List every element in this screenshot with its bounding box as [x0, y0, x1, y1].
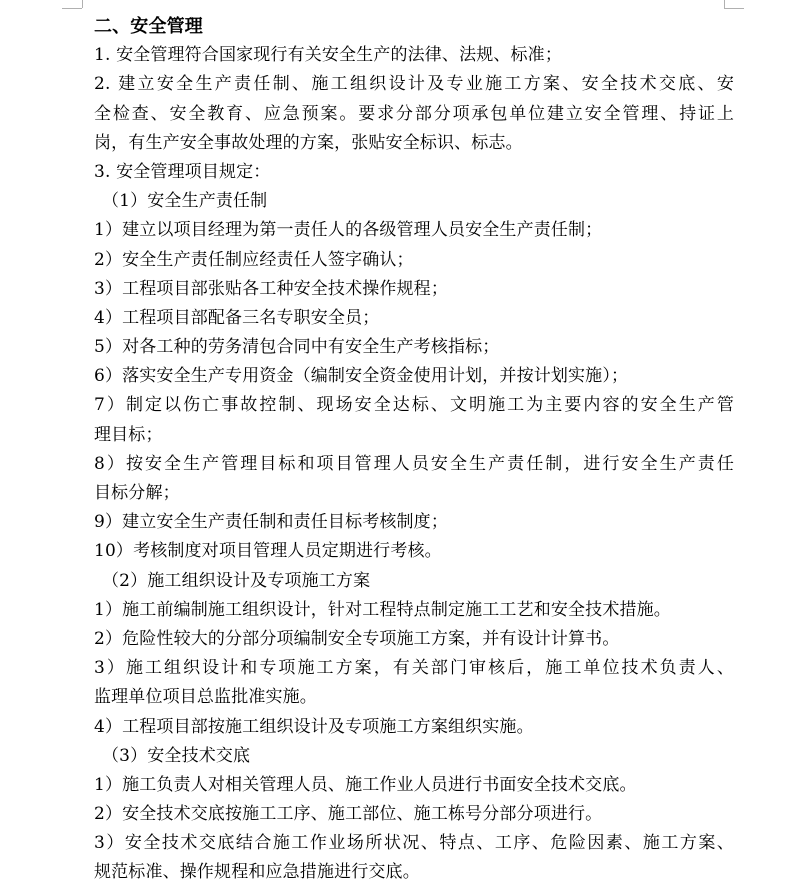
list-item-continuation: 理目标；	[94, 424, 163, 445]
subsection-heading: （1）安全生产责任制	[102, 191, 268, 212]
list-item: 4）工程项目部配备三名专职安全员；	[94, 307, 380, 328]
list-item-continuation: 规范标准、操作规程和应急措施进行交底。	[94, 862, 420, 883]
page-corner-mark-right-h	[724, 8, 744, 9]
list-item: 1）施工前编制施工组织设计，针对工程特点制定施工工艺和安全技术措施。	[94, 599, 671, 620]
list-item: 8）按安全生产管理目标和项目管理人员安全生产责任制，进行安全生产责任	[94, 453, 734, 474]
list-item: 2）危险性较大的分部分项编制安全专项施工方案，并有设计计算书。	[94, 628, 620, 649]
list-item: 2）安全技术交底按施工工序、施工部位、施工栋号分部分项进行。	[94, 804, 603, 825]
paragraph-line: 全检查、安全教育、应急预案。要求分部分项承包单位建立安全管理、持证上	[94, 103, 734, 124]
list-item-continuation: 监理单位项目总监批准实施。	[94, 687, 317, 708]
list-item: 6）落实安全生产专用资金（编制安全资金使用计划，并按计划实施）；	[94, 366, 629, 387]
list-item: 3）施工组织设计和专项施工方案，有关部门审核后，施工单位技术负责人、	[94, 658, 734, 679]
list-item: 1）施工负责人对相关管理人员、施工作业人员进行书面安全技术交底。	[94, 774, 637, 795]
page-corner-mark-left-h	[62, 8, 82, 9]
list-item: 2）安全生产责任制应经责任人签字确认；	[94, 249, 414, 270]
subsection-heading: （3）安全技术交底	[102, 745, 251, 766]
list-item: 1）建立以项目经理为第一责任人的各级管理人员安全生产责任制；	[94, 220, 603, 241]
list-item: 10）考核制度对项目管理人员定期进行考核。	[94, 541, 442, 562]
page-corner-mark-left-v	[82, 0, 83, 8]
paragraph-line: 3. 安全管理项目规定：	[94, 161, 271, 182]
paragraph-line: 岗，有生产安全事故处理的方案，张贴安全标识、标志。	[94, 132, 523, 153]
list-item: 3）工程项目部张贴各工种安全技术操作规程；	[94, 278, 448, 299]
document-page	[94, 12, 734, 888]
list-item: 3）安全技术交底结合施工作业场所状况、特点、工序、危险因素、施工方案、	[94, 833, 734, 854]
list-item: 5）对各工种的劳务清包合同中有安全生产考核指标；	[94, 337, 500, 358]
list-item: 7）制定以伤亡事故控制、现场安全达标、文明施工为主要内容的安全生产管	[94, 395, 734, 416]
page-corner-mark-right-v	[724, 0, 725, 8]
subsection-heading: （2）施工组织设计及专项施工方案	[102, 570, 371, 591]
section-heading: 二、安全管理	[94, 16, 203, 37]
list-item-continuation: 目标分解；	[94, 483, 180, 503]
paragraph-line: 2. 建立安全生产责任制、施工组织设计及专业施工方案、安全技术交底、安	[94, 74, 734, 95]
list-item: 4）工程项目部按施工组织设计及专项施工方案组织实施。	[94, 716, 534, 737]
paragraph-line: 1. 安全管理符合国家现行有关安全生产的法律、法规、标准；	[94, 45, 562, 66]
list-item: 9）建立安全生产责任制和责任目标考核制度；	[94, 512, 448, 533]
